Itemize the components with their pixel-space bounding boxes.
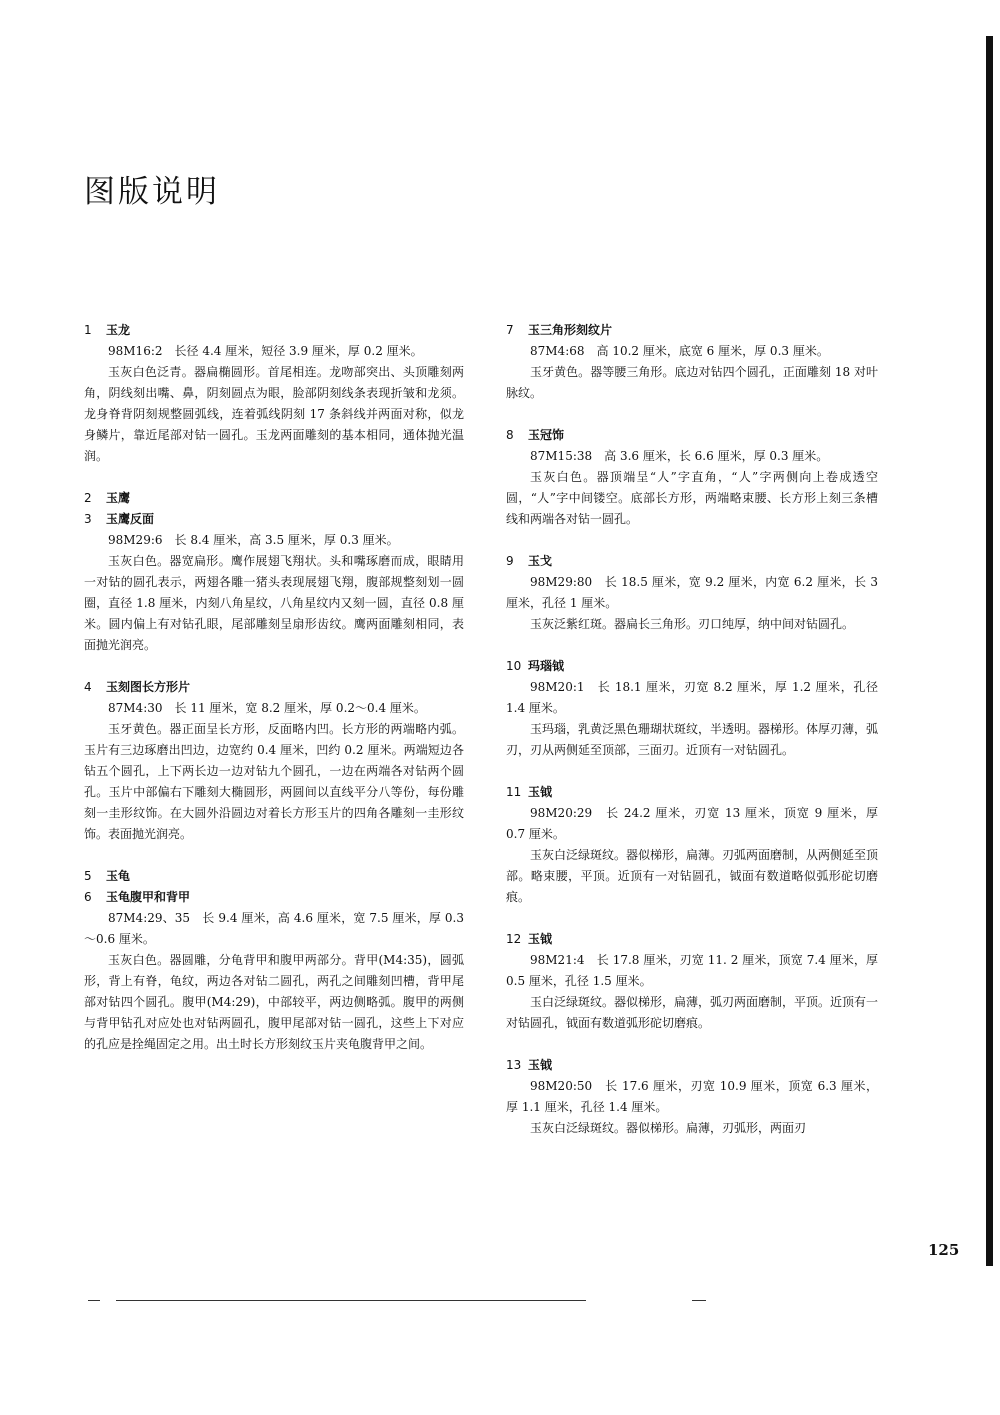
plate-heading (506, 425, 878, 446)
plate-measurements: 98M20:29 长 24.2 厘米，刃宽 13 厘米，顶宽 9 厘米，厚 0.7 厘米。 (506, 806, 878, 841)
plate-entry (84, 488, 464, 656)
plate-description: 玉灰白色。器圆雕，分龟背甲和腹甲两部分。背甲(M4:35)，圆弧形，背上有脊，龟纹，两边各对钻二圆孔，两孔之间雕刻凹槽，背甲尾部对钻四个圆孔。腹甲(M4:29)，中部较平，两边侧略弧。腹甲的两侧与背甲钻孔对应处也对钻两圆孔，腹甲尾部对钻一圆孔，这些上下对应的孔应是拴绳固定之用。出土时长方形刻纹玉片夹龟腹背甲之间。 (84, 953, 464, 1051)
page-title: 图版说明 (84, 174, 220, 210)
plate-name: 玉冠饰 (528, 428, 565, 442)
plate-name: 玛瑙钺 (528, 659, 565, 673)
plate-number: 7 (506, 323, 514, 337)
plate-name: 玉三角形刻纹片 (528, 323, 613, 337)
plate-entry (506, 929, 878, 1034)
footer-rule (88, 1300, 100, 1301)
plate-entry (506, 782, 878, 908)
plate-name: 玉刻图长方形片 (106, 680, 191, 694)
plate-measurements: 98M21:4 长 17.8 厘米，刃宽 11. 2 厘米，顶宽 7.4 厘米，厚 0.5 厘米，孔径 1.5 厘米。 (506, 953, 878, 988)
plate-measurements: 98M16:2 长径 4.4 厘米，短径 3.9 厘米，厚 0.2 厘米。 (108, 344, 423, 358)
plate-entry (506, 551, 878, 635)
plate-measurements: 98M20:1 长 18.1 厘米，刃宽 8.2 厘米，厚 1.2 厘米，孔径 1.4 厘米。 (506, 680, 878, 715)
plate-entry (84, 866, 464, 1055)
plate-name: 玉戈 (528, 554, 553, 568)
plate-description: 玉灰白色泛青。器扁椭圆形。首尾相连。龙吻部突出、头顶雕刻两角，阴线刻出嘴、鼻，阴刻圆点为眼，脸部阴刻线条表现折皱和龙须。龙身脊背阴刻规整圆弧线，连着弧线阴刻 17 条斜线并两面对称，似龙身鳞片，靠近尾部对钻一圆孔。玉龙两面雕刻的基本相同，通体抛光温润。 (84, 365, 464, 463)
plate-heading (506, 656, 878, 677)
plate-number: 3 (84, 512, 92, 526)
plate-heading (506, 551, 878, 572)
plate-heading (84, 866, 464, 887)
plate-name: 玉钺 (528, 1058, 553, 1072)
plate-heading (84, 887, 464, 908)
plate-description: 玉玛瑙，乳黄泛黑色珊瑚状斑纹，半透明。器梯形。体厚刃薄，弧刃，刃从两侧延至顶部，三面刃。近顶有一对钻圆孔。 (506, 722, 879, 757)
plate-heading (84, 677, 464, 698)
plate-number: 2 (84, 491, 92, 505)
plate-description: 玉灰白泛绿斑纹。器似梯形。扁薄，刃弧形，两面刃 (530, 1121, 807, 1135)
plate-name: 玉鹰 (106, 491, 131, 505)
plate-name: 玉钺 (528, 785, 553, 799)
plate-name: 玉龙 (106, 323, 131, 337)
plate-measurements: 98M20:50 长 17.6 厘米，刃宽 10.9 厘米，顶宽 6.3 厘米，厚 1.1 厘米，孔径 1.4 厘米。 (506, 1079, 878, 1114)
plate-measurements: 98M29:80 长 18.5 厘米，宽 9.2 厘米，内宽 6.2 厘米，长 3 厘米，孔径 1 厘米。 (506, 575, 878, 610)
plate-number: 1 (84, 323, 92, 337)
plate-heading (506, 782, 878, 803)
footer-rule (116, 1300, 586, 1301)
left-column (84, 320, 464, 1076)
plate-description: 玉灰白色。器顶端呈“人”字直角，“人”字两侧向上卷成透空圆，“人”字中间镂空。底部长方形，两端略束腰、长方形上刻三条槽线和两端各对钻一圆孔。 (506, 470, 878, 526)
plate-description: 玉牙黄色。器等腰三角形。底边对钻四个圆孔，正面雕刻 18 对叶脉纹。 (506, 365, 878, 400)
plate-heading (506, 320, 878, 341)
page-edge-bar (986, 36, 993, 1266)
plate-number: 9 (506, 554, 514, 568)
plate-entry (506, 656, 878, 761)
plate-heading (84, 320, 464, 341)
plate-number: 13 (506, 1058, 522, 1072)
plate-number: 10 (506, 659, 522, 673)
plate-name: 玉钺 (528, 932, 553, 946)
plate-description: 玉灰白色。器宽扁形。鹰作展翅飞翔状。头和嘴琢磨而成，眼睛用一对钻的圆孔表示，两翅各雕一猪头表现展翅飞翔，腹部规整刻划一圆圈，直径 1.8 厘米，内刻八角星纹，八角星纹内又刻一圆，直径 0.8 厘米。圆内偏上有对钻孔眼，尾部雕刻呈扇形齿纹。鹰两面雕刻相同，表面抛光润亮。 (84, 554, 464, 652)
plate-measurements: 98M29:6 长 8.4 厘米，高 3.5 厘米，厚 0.3 厘米。 (108, 533, 399, 547)
plate-entry (506, 425, 878, 530)
plate-description: 玉牙黄色。器正面呈长方形，反面略内凹。长方形的两端略内弧。玉片有三边琢磨出凹边，边宽约 0.4 厘米，凹约 0.2 厘米。两端短边各钻五个圆孔，上下两长边一边对钻九个圆孔，一边在两端各对钻两个圆孔。玉片中部偏右下雕刻大椭圆形，两圆间以直线平分八等份，每份雕刻一圭形纹饰。在大圆外沿圆边对着长方形玉片的四角各雕刻一圭形纹饰。表面抛光润亮。 (84, 722, 464, 841)
plate-number: 5 (84, 869, 92, 883)
plate-entry (84, 677, 464, 845)
plate-measurements: 87M4:68 高 10.2 厘米，底宽 6 厘米，厚 0.3 厘米。 (530, 344, 829, 358)
page-number: 125 (928, 1241, 960, 1259)
plate-heading (84, 488, 464, 509)
plate-name: 玉龟 (106, 869, 131, 883)
plate-number: 12 (506, 932, 522, 946)
plate-entry (506, 320, 878, 404)
plate-entry (506, 1055, 878, 1139)
plate-measurements: 87M15:38 高 3.6 厘米，长 6.6 厘米，厚 0.3 厘米。 (530, 449, 829, 463)
right-column (506, 320, 878, 1160)
plate-number: 6 (84, 890, 92, 904)
plate-name: 玉鹰反面 (106, 512, 155, 526)
plate-number: 11 (506, 785, 522, 799)
plate-number: 8 (506, 428, 514, 442)
plate-measurements: 87M4:30 长 11 厘米，宽 8.2 厘米，厚 0.2～0.4 厘米。 (108, 701, 426, 715)
plate-heading (84, 509, 464, 530)
plate-description: 玉灰白泛绿斑纹。器似梯形，扁薄。刃弧两面磨制，从两侧延至顶部。略束腰，平顶。近顶有一对钻圆孔，钺面有数道略似弧形砣切磨痕。 (506, 848, 879, 904)
plate-heading (506, 1055, 878, 1076)
footer-rule (692, 1300, 706, 1301)
plate-name: 玉龟腹甲和背甲 (106, 890, 191, 904)
plate-description: 玉白泛绿斑纹。器似梯形，扁薄，弧刃两面磨制，平顶。近顶有一对钻圆孔，钺面有数道弧形砣切磨痕。 (506, 995, 879, 1030)
plate-measurements: 87M4:29、35 长 9.4 厘米，高 4.6 厘米，宽 7.5 厘米，厚 0.3～0.6 厘米。 (84, 911, 464, 946)
plate-description: 玉灰泛紫红斑。器扁长三角形。刃口纯厚，纳中间对钻圆孔。 (530, 617, 855, 631)
plate-heading (506, 929, 878, 950)
plate-number: 4 (84, 680, 92, 694)
plate-entry (84, 320, 464, 467)
